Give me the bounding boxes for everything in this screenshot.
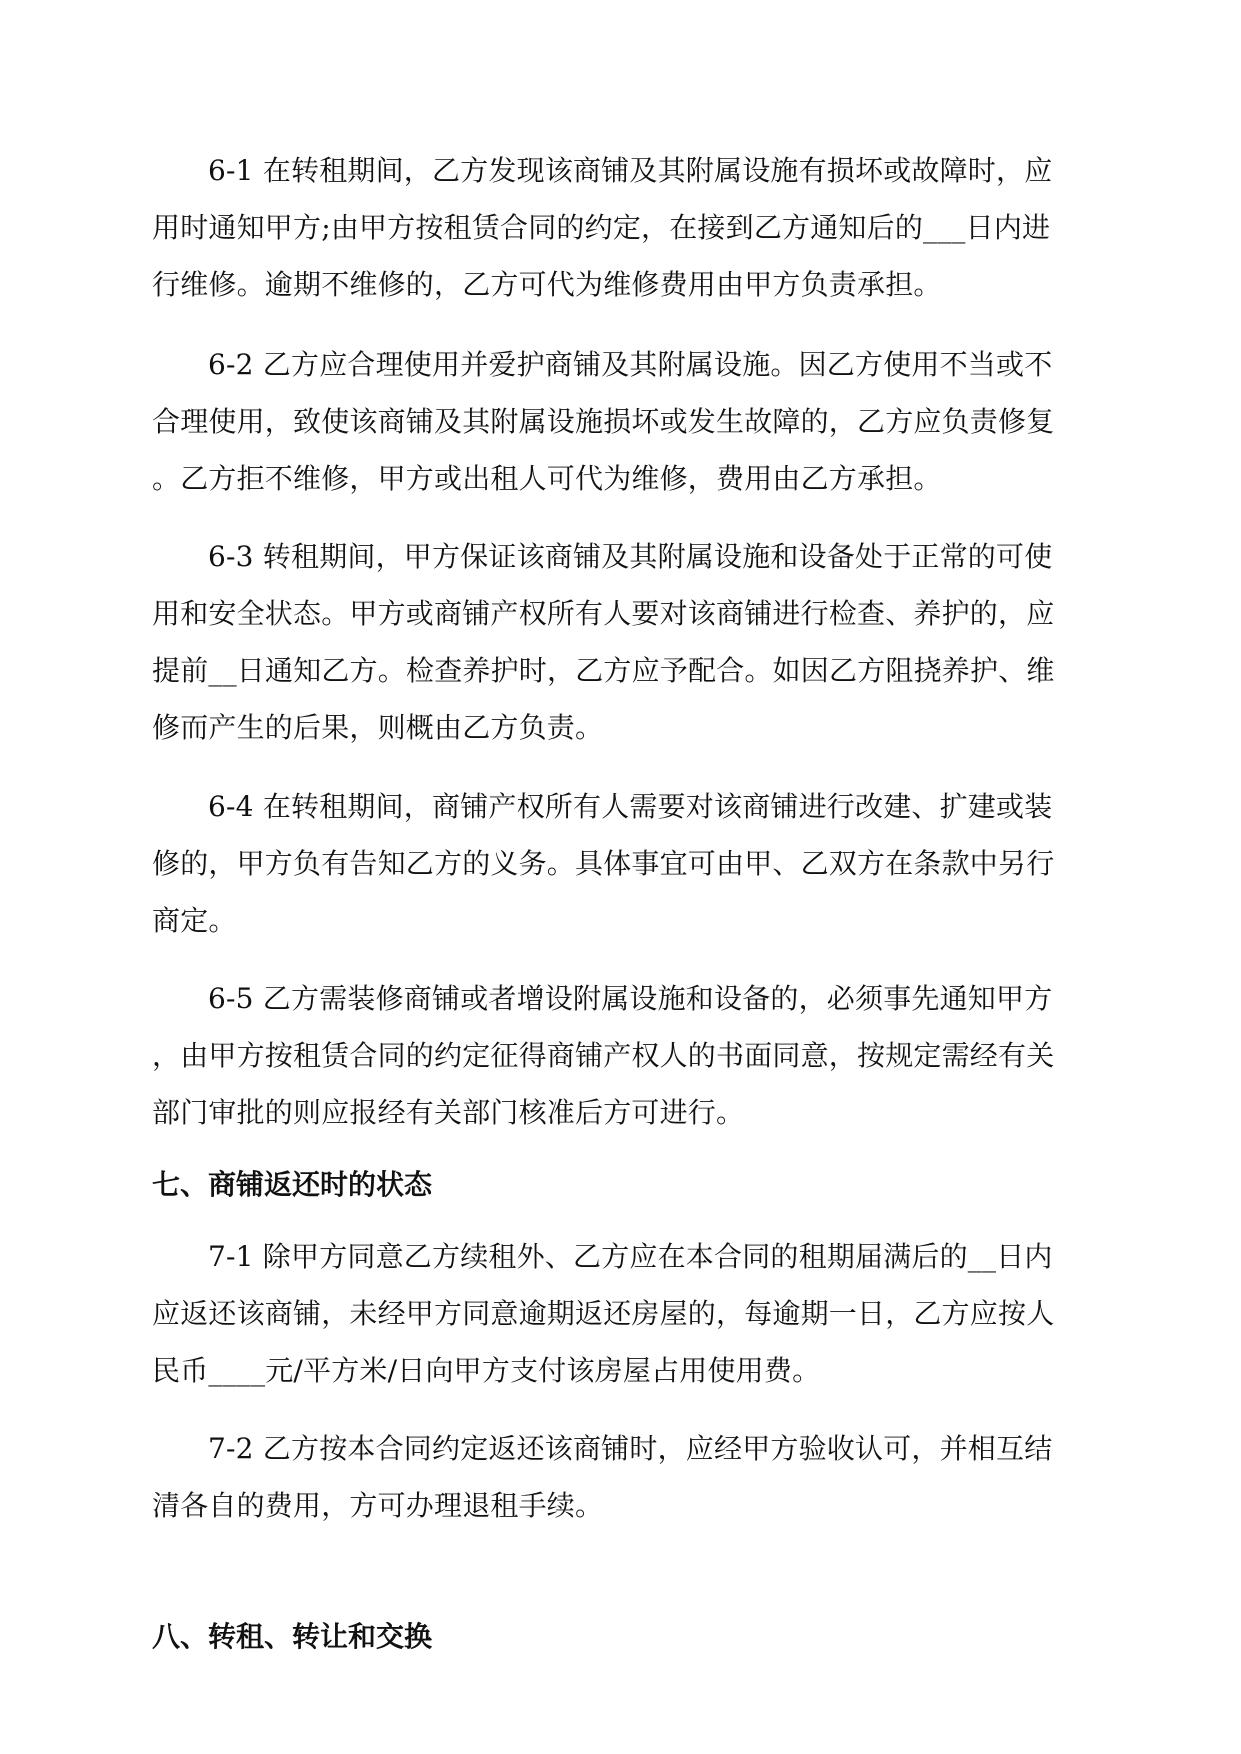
clause-6-1 (152, 142, 1092, 313)
text-line: ，由甲方按租赁合同的约定征得商铺产权人的书面同意，按规定需经有关 (152, 1039, 1055, 1072)
text-line: 修的，甲方负有告知乙方的义务。具体事宜可由甲、乙双方在条款中另行 (152, 847, 1055, 880)
text-line: 清各自的费用，方可办理退租手续。 (152, 1489, 604, 1522)
text-line: 6-4 在转租期间，商铺产权所有人需要对该商铺进行改建、扩建或装 (208, 790, 1053, 823)
clause-7-1 (152, 1228, 1092, 1399)
text-line: 合理使用，致使该商铺及其附属设施损坏或发生故障的，乙方应负责修复 (152, 405, 1055, 438)
text-line: 6-1 在转租期间，乙方发现该商铺及其附属设施有损坏或故障时，应 (208, 154, 1053, 187)
text-line: 应返还该商铺，未经甲方同意逾期返还房屋的，每逾期一日，乙方应按人 (152, 1297, 1055, 1330)
clause-6-5 (152, 970, 1092, 1141)
text-line: 部门审批的则应报经有关部门核准后方可进行。 (152, 1096, 745, 1129)
section-heading-8: 八、转租、转让和交换 (152, 1620, 433, 1653)
text-line: 用时通知甲方;由甲方按租赁合同的约定，在接到乙方通知后的___日内进 (152, 211, 1051, 244)
text-line: 用和安全状态。甲方或商铺产权所有人要对该商铺进行检查、养护的，应 (152, 597, 1055, 630)
section-heading-7: 七、商铺返还时的状态 (152, 1168, 433, 1201)
clause-6-2 (152, 336, 1092, 507)
clause-6-3 (152, 528, 1092, 756)
text-line: 6-2 乙方应合理使用并爱护商铺及其附属设施。因乙方使用不当或不 (208, 348, 1053, 381)
text-line: 6-5 乙方需装修商铺或者增设附属设施和设备的，必须事先通知甲方 (208, 982, 1053, 1015)
text-line: 行维修。逾期不维修的，乙方可代为维修费用由甲方负责承担。 (152, 268, 942, 301)
clause-6-4 (152, 778, 1092, 949)
text-line: 。乙方拒不维修，甲方或出租人可代为维修，费用由乙方承担。 (152, 462, 942, 495)
text-line: 修而产生的后果，则概由乙方负责。 (152, 711, 604, 744)
text-line: 提前__日通知乙方。检查养护时，乙方应予配合。如因乙方阻挠养护、维 (152, 654, 1055, 687)
clause-7-2 (152, 1420, 1092, 1534)
text-line: 6-3 转租期间，甲方保证该商铺及其附属设施和设备处于正常的可使 (208, 540, 1053, 573)
text-line: 7-1 除甲方同意乙方续租外、乙方应在本合同的租期届满后的__日内 (208, 1240, 1053, 1273)
text-line: 7-2 乙方按本合同约定返还该商铺时，应经甲方验收认可，并相互结 (208, 1432, 1053, 1465)
text-line: 商定。 (152, 904, 237, 937)
text-line: 民币____元/平方米/日向甲方支付该房屋占用使用费。 (152, 1354, 821, 1387)
